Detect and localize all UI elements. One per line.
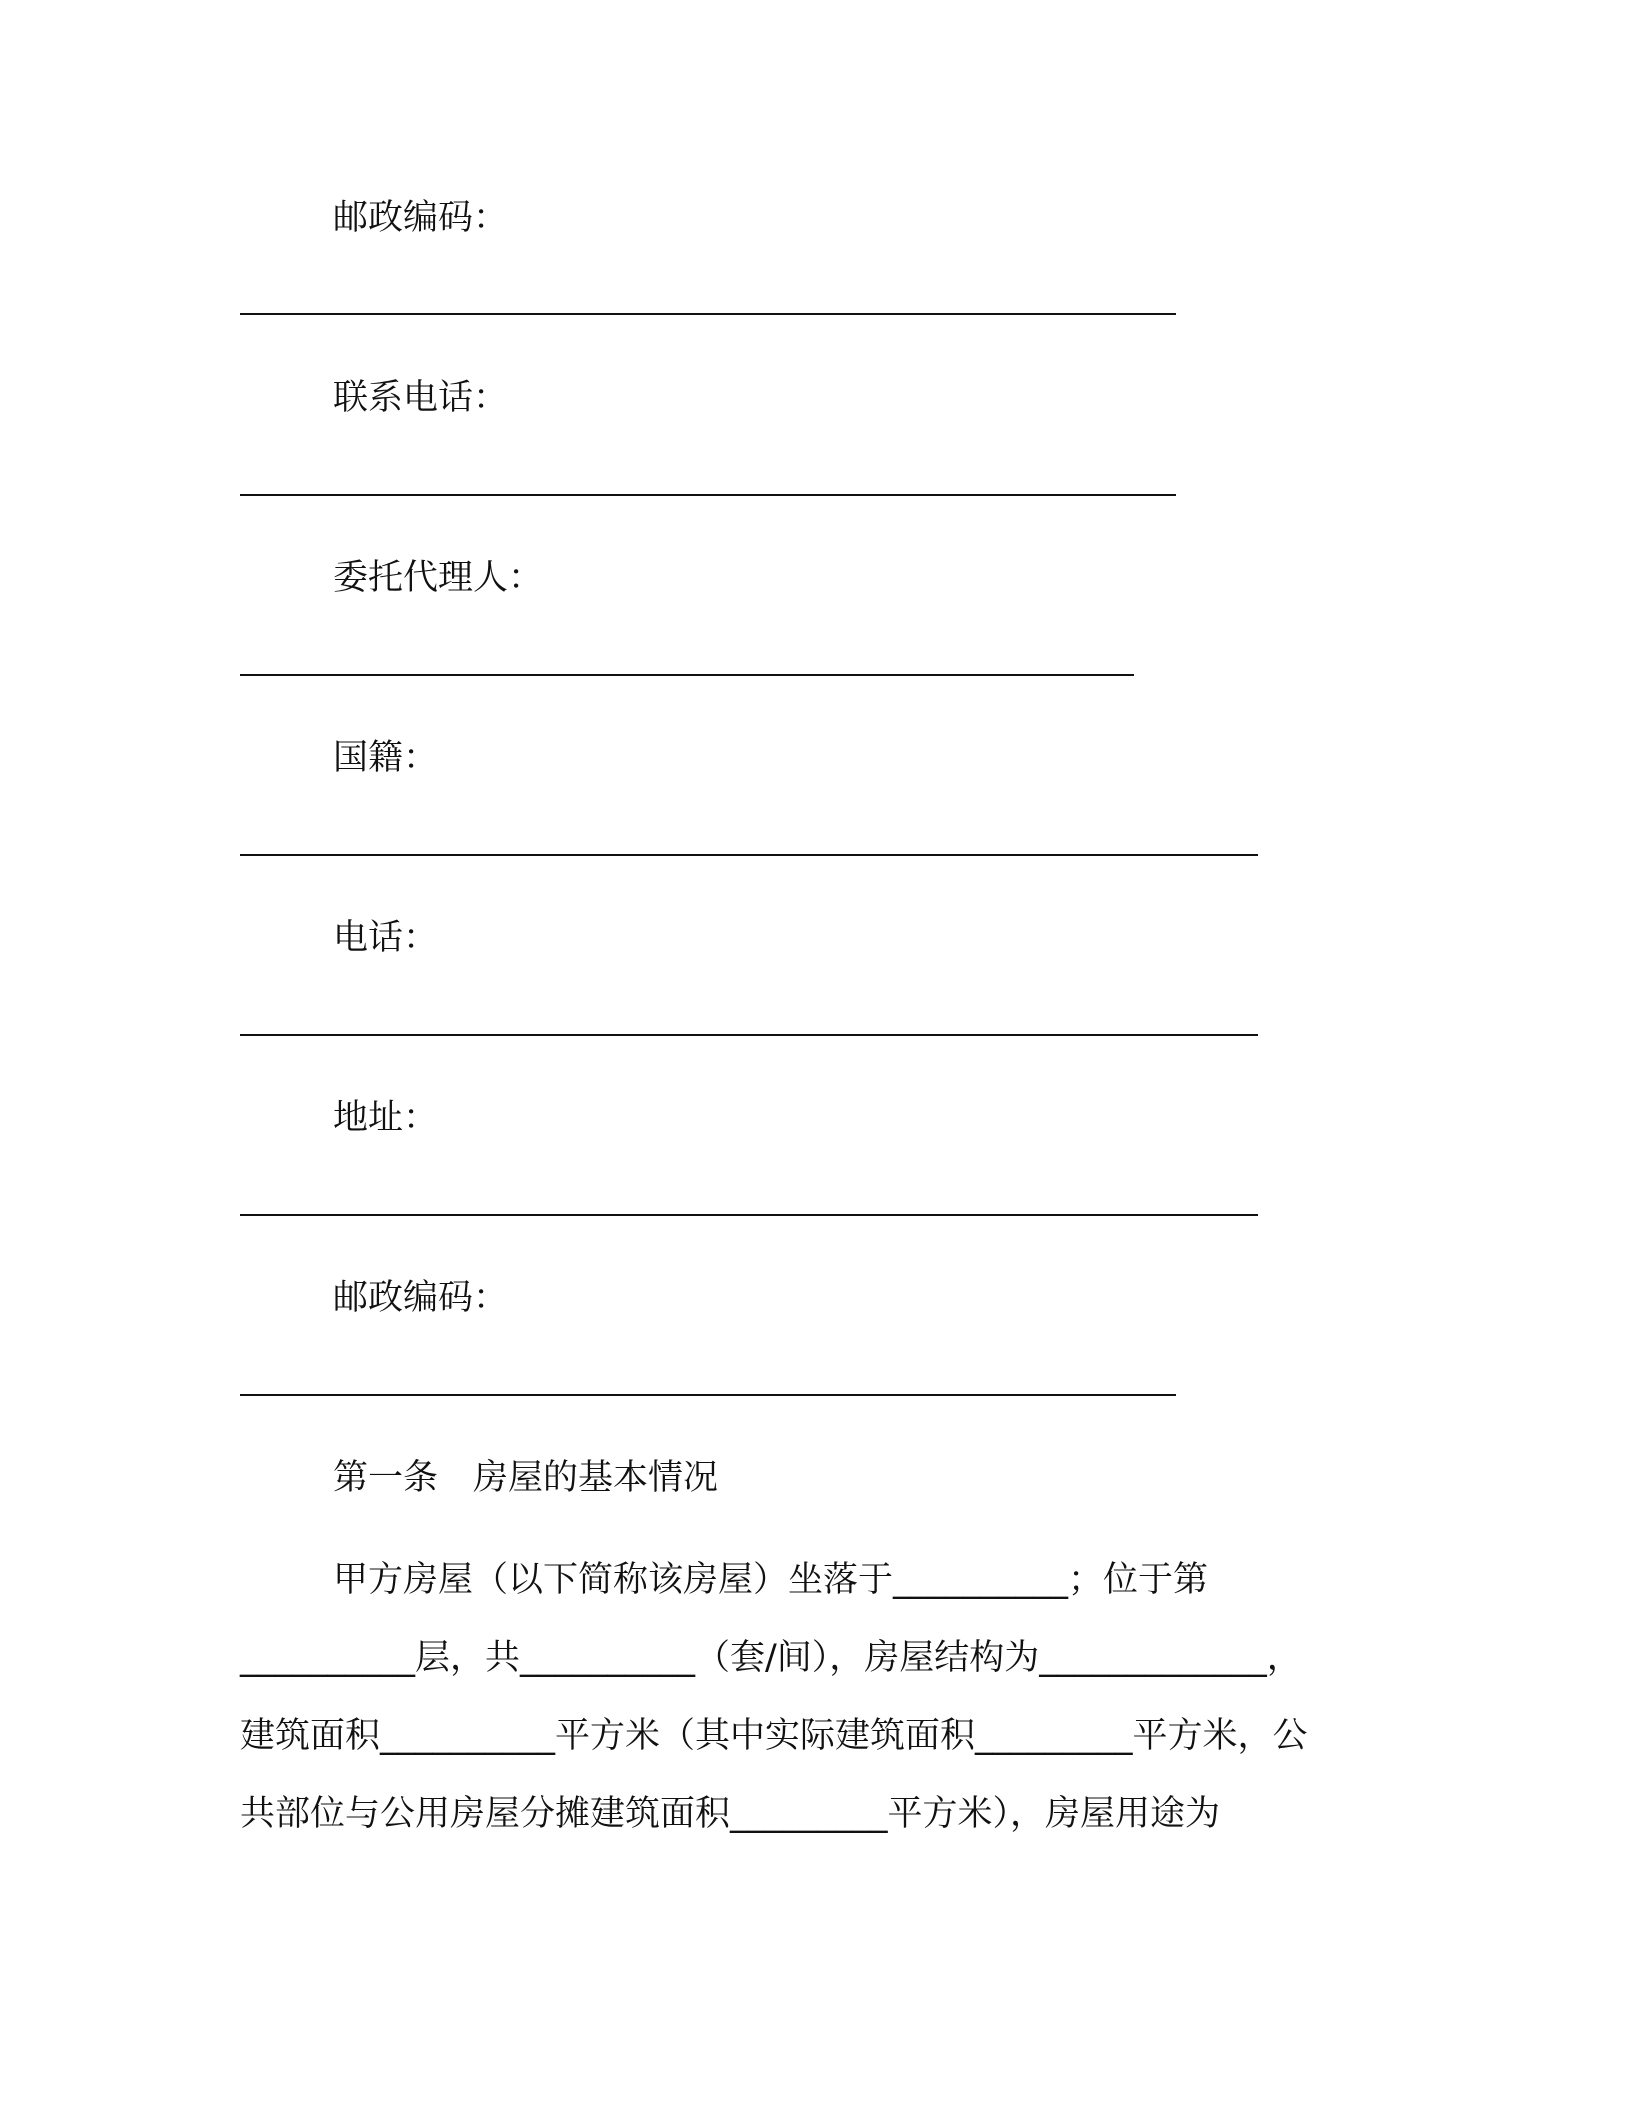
address-label: 地址： (333, 1098, 439, 1138)
nationality-blank-line (240, 854, 1258, 856)
postal-code-blank-line (240, 313, 1176, 315)
article-paragraph-line-4: 共部位与公用房屋分摊建筑面积_________平方米），房屋用途为 (240, 1794, 1221, 1834)
article-paragraph-line-1: 甲方房屋（以下简称该房屋）坐落于__________；位于第 (333, 1560, 1209, 1600)
agent-blank-line (240, 674, 1134, 676)
phone-blank-line (240, 1034, 1258, 1036)
agent-label: 委托代理人： (333, 558, 544, 598)
phone-label: 电话： (333, 918, 439, 958)
article-paragraph-line-3: 建筑面积__________平方米（其中实际建筑面积_________平方米，公 (240, 1716, 1308, 1756)
nationality-label: 国籍： (333, 738, 439, 778)
postal-code-blank-line-2 (240, 1394, 1176, 1396)
contact-phone-blank-line (240, 494, 1176, 496)
postal-code-label: 邮政编码： (333, 198, 509, 238)
article-heading: 第一条 房屋的基本情况 (333, 1458, 719, 1498)
contact-phone-label: 联系电话： (333, 378, 509, 418)
postal-code-label-2: 邮政编码： (333, 1278, 509, 1318)
address-blank-line (240, 1214, 1258, 1216)
article-paragraph-line-2: __________层，共__________（套/间），房屋结构为_____________， (240, 1638, 1302, 1678)
